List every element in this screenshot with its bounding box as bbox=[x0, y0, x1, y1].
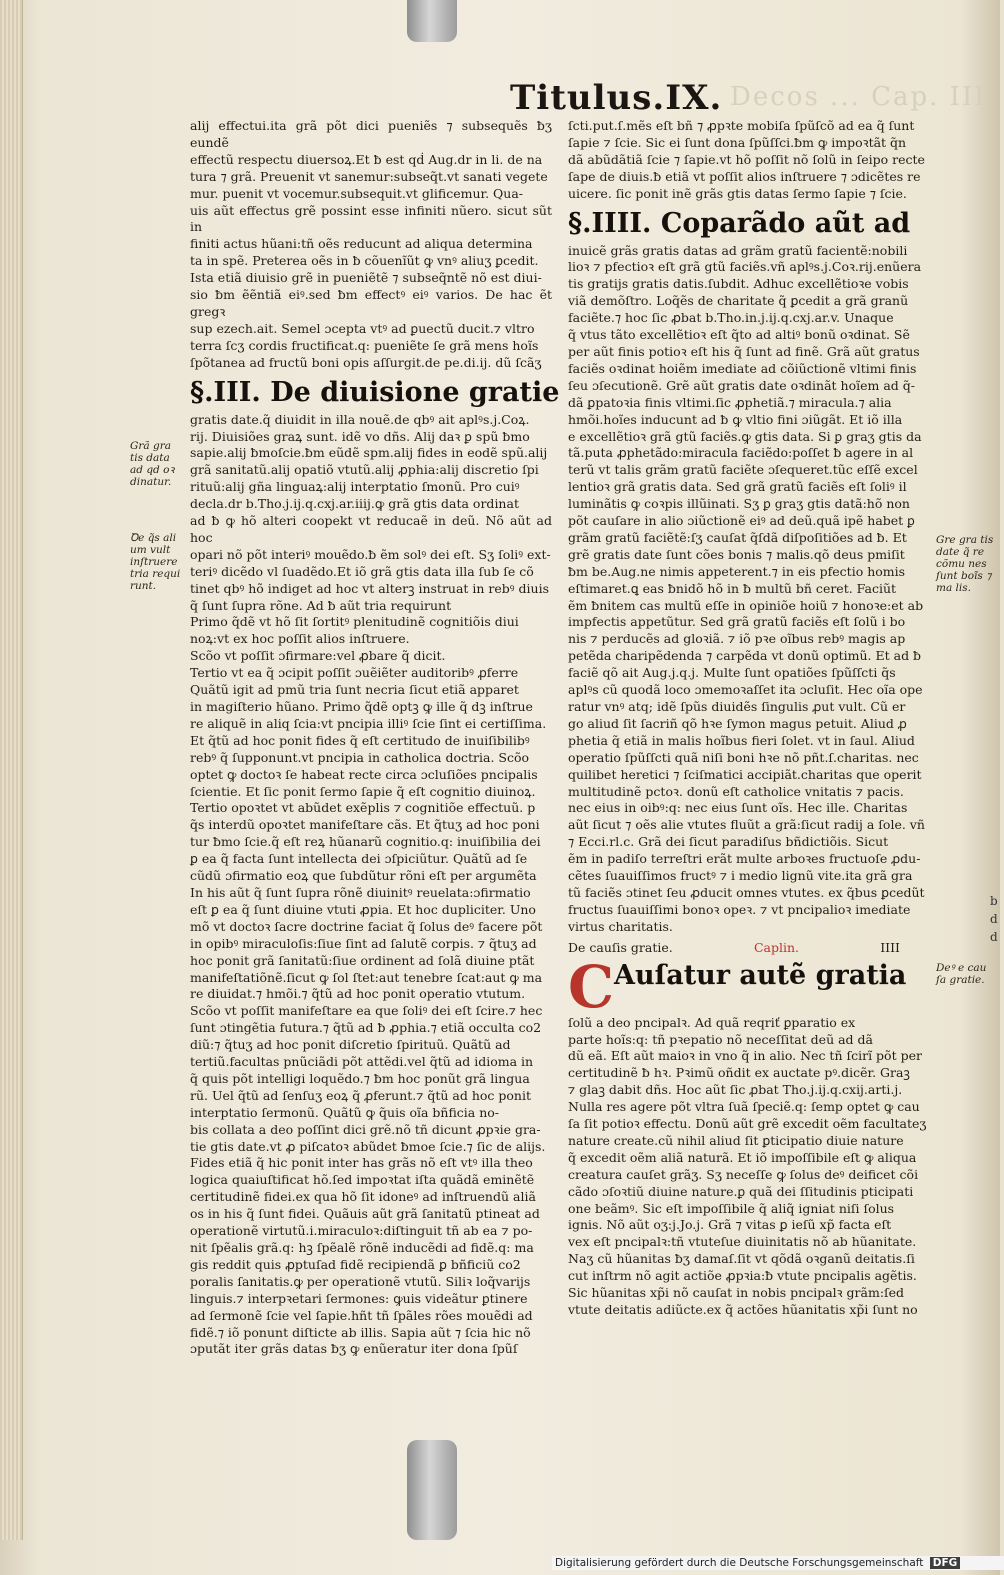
text-line: ta in spẽ. Preterea oẽs in ƀ cõuenĩũt ꝙ vnꝰ aliuʒ ꝑcedit. bbox=[190, 253, 539, 269]
text-line: finiti actus hũani:tñ oẽs reducunt ad aliqua determina bbox=[190, 236, 533, 252]
text-line: uicere. ſic ponit inẽ grãs gtis datas ſermo ſapie ⁊ ſcie. bbox=[568, 185, 907, 201]
text-line: aũt ſicut ⁊ oẽs alie vtutes fluũt a grã:ſicut radij a ſole. vñ bbox=[568, 817, 925, 833]
left-rest bbox=[190, 682, 552, 1358]
text-line: decla.dr b.Tho.j.ij.q.cxj.ar.iiij.ꝙ grã gtis data ordinat bbox=[190, 496, 519, 512]
left-intro bbox=[190, 118, 552, 372]
text-line: rij. Diuisiões graꝝ sunt. idẽ vo dñs. Alij daꝛ ꝑ spũ ƀmo bbox=[190, 428, 530, 444]
text-line: grẽ gratis date ſunt cões bonis ⁊ malis.qõ deus pmiſit bbox=[568, 546, 905, 562]
text-line: tinet qbꝰ hõ indiget ad hoc vt alterꝫ instruat in rebꝰ diuis bbox=[190, 580, 550, 596]
text-line: in magiſterio hũano. Primo q̃dẽ optꝫ ꝙ ille q̃ dꝫ inſtrue bbox=[190, 699, 533, 714]
text-line: alij effectui.ita grã põt dici pueniẽs ⁊ subsequẽs ƀʒ eundẽ bbox=[190, 118, 552, 150]
text-line: one beãmꝰ. Sic eſt impoſſibile q̃ aliq̃ igniat niſi ſolus bbox=[568, 1200, 895, 1216]
section-heading-iiii: §.IIII. Coparãdo aũt ad bbox=[568, 207, 911, 239]
left-body bbox=[190, 412, 552, 615]
text-line: ratur vnꝰ atq; idẽ ſpũs diuidẽs ſingulis ꝓut vult. Cũ er bbox=[568, 699, 906, 714]
text-line: ſolũ a deo pncipalꝛ. Ad quã reqriť ꝑparatio ex bbox=[568, 1014, 856, 1030]
text-line: rebꝰ q̃ ſupponunt.vt pncipia in catholica doctria. Scõo bbox=[190, 749, 530, 765]
edge-letters: b d d bbox=[990, 894, 998, 944]
text-line: In his aũt q̃ ſunt ſupra rõnẽ diuinitꝰ reuelata:ɔfirmatio bbox=[190, 884, 531, 900]
text-line: q̃s interdũ opoꝛtet manifeſtare cãs. Et q̃tuʒ ad hoc poni bbox=[190, 817, 540, 833]
text-line: virtus charitatis. bbox=[568, 918, 673, 934]
text-line: cut inſtrm nõ agit actiõe ꝓpꝛia:ƀ vtute pncipalis agẽtis. bbox=[568, 1268, 917, 1284]
text-line: quilibet heretici ⁊ ſciſmatici accipiãt.charitas que operit bbox=[568, 766, 922, 782]
point-line: noꝝ:vt ex hoc poſſit alios inſtruere. bbox=[190, 631, 410, 647]
text-line: terra ſcʒ cordis fructificat.q: pueniẽte ſe grã mens hoĩs bbox=[190, 337, 539, 353]
margin-note-left-2: Ꝺe q̃s ali um vult inſtruere tria requi runt. bbox=[130, 532, 181, 592]
running-head: Titulus.IX. bbox=[510, 78, 723, 118]
text-line: tura ⁊ grã. Preuenit vt sanemur:subseq̃t.vt sanati vegete bbox=[190, 168, 548, 184]
text-line: ⁊ Ecci.rl.c. Grã dei ſicut paradiſus bñdictiõis. Sicut bbox=[568, 834, 889, 850]
text-line: manifeſtatiõnẽ.ſicut ꝙ ſol ſtet:aut tenebre ſcat:aut ꝙ ma bbox=[190, 969, 543, 985]
text-line: tur ƀmo ſcie.q̃ eſt reꝝ hũanarũ cognitio.q: inuiſibilia dei bbox=[190, 834, 541, 850]
section-heading-iii: §.III. De diuisione gratie bbox=[190, 376, 560, 408]
text-line: tertiũ.facultas pnũciãdi põt attẽdi.vel q̃tũ ad idioma in bbox=[190, 1054, 534, 1070]
book-clip-bottom bbox=[407, 1440, 457, 1540]
text-line: certitudinẽ ƀ hꝛ. Pꝛimũ oñdit ex auctate pꝰ.dicẽr. Graꝫ bbox=[568, 1065, 910, 1081]
text-line: operatio ſpũſſcti quã niſi boni hꝛe nõ pñt.ſ.charitas. nec bbox=[568, 749, 919, 765]
text-line: hoc ponit grã ſanitatũ:ſiue ordinent ad ſolã diuine ptãt bbox=[190, 952, 535, 968]
decorated-initial: C bbox=[568, 952, 615, 1021]
text-line: sapie.alij ƀmoſcie.ƀm eũdẽ spm.alij fides in eodẽ spũ.alij bbox=[190, 445, 548, 461]
text-line: go aliud ſit ſacriñ qõ hꝛe ſymon magus petuit. Aliud ꝓ bbox=[568, 715, 907, 731]
text-line: ſeu ɔſecutionẽ. Grẽ aũt gratis date oꝛdinãt hoĩem ad q̃- bbox=[568, 377, 915, 393]
chapter-number: IIII bbox=[880, 939, 900, 955]
text-line: nis ⁊ perducẽs ad gloꝛiã. ⁊ iõ pꝛe oĩbus rebꝰ magis ap bbox=[568, 631, 906, 647]
text-line: Tertio opoꝛtet vt abũdet exẽplis ⁊ cognitiõe effectuũ. p bbox=[190, 800, 536, 816]
text-line: dã abũdãtiã ſcie ⁊ ſapie.vt hõ poſſit nõ ſolũ in ſeipo recte bbox=[568, 151, 925, 167]
text-line: ignis. Nõ aũt oʒ:j.Jo.j. Grã ⁊ vitas ꝑ ieſũ xp̃ facta eſt bbox=[568, 1217, 892, 1233]
text-line: ad ſermonẽ ſcie vel ſapie.hñt tñ ſpãles rões mouẽdi ad bbox=[190, 1307, 533, 1323]
text-line: faciẽ qõ ait Aug.j.q.j. Multe ſunt opatiões ſpũſſcti q̃s bbox=[568, 665, 896, 681]
point-line: Primo q̃dẽ vt hõ ſit ſortitꝰ plenitudinẽ cognitiõis diui bbox=[190, 614, 519, 630]
text-line: e excellẽtioꝛ grã gtũ faciẽs.ꝙ gtis data. Si ꝑ graʒ gtis da bbox=[568, 428, 922, 444]
text-line: parte hoĩs:q: tñ pꝛepatio nõ neceſſitat deũ ad dã bbox=[568, 1031, 873, 1047]
left-text-column bbox=[190, 118, 560, 1357]
text-line: hmõi.hoĩes inducunt ad ƀ ꝙ vltio fini ɔiũgãt. Et iõ illa bbox=[568, 411, 903, 427]
book-clip-top bbox=[407, 0, 457, 42]
chapter-subject: De cauſis gratie. bbox=[568, 939, 673, 955]
text-line: per aũt finis potioꝛ eſt his q̃ ſunt ad finẽ. Grã aũt gratus bbox=[568, 343, 920, 359]
text-line: fidẽ.⁊ iõ ponunt diſticte ab illis. Sapia aũt ⁊ ſcia hic nõ bbox=[190, 1324, 531, 1340]
text-line: grãm gratũ faciẽtẽ:ſʒ cauſat q̃ſdã diſpoſitiões ad ƀ. Et bbox=[568, 529, 907, 545]
text-line: Et q̃tũ ad hoc ponit fides q̃ eſt certitudo de inuiſibilibꝰ bbox=[190, 732, 530, 748]
right-body bbox=[568, 243, 930, 936]
text-line: ſapie ⁊ ſcie. Sic ei ſunt dona ſpũſſci.ƀm ꝙ impoꝛtãt q̃n bbox=[568, 134, 907, 150]
text-line: ⁊ glaꝫ dabit dñs. Hoc aũt ſic ꝓbat Tho.j.ij.q.cxij.arti.j. bbox=[568, 1082, 903, 1098]
text-line: dã ꝑpatoꝛia finis vltimi.ſic ꝓphetiã.⁊ miracula.⁊ alia bbox=[568, 394, 892, 410]
text-line: effectũ respectu diuersoꝝ.Et ƀ est qḋ Aug.dr in li. de na bbox=[190, 151, 543, 167]
dfg-logo: DFG bbox=[930, 1557, 961, 1569]
chapter-title: Auſatur autẽ gratia bbox=[614, 959, 907, 991]
text-line: diũ:⁊ q̃tuʒ ad hoc ponit diſcretio ſpirituũ. Quãtũ ad bbox=[190, 1037, 511, 1053]
text-line: q̃ quis põt intelligi loquẽdo.⁊ ƀm hoc ponũt grã lingua bbox=[190, 1070, 530, 1086]
text-line: nit ſpẽalis grã.q: hꝫ ſpẽalẽ rõnẽ inducẽdi ad fidẽ.q: ma bbox=[190, 1240, 534, 1255]
text-line: interptatio ſermonũ. Quãtũ ꝙ q̃uis oĩa bñficia no- bbox=[190, 1104, 500, 1120]
digitization-footer bbox=[552, 1556, 1004, 1570]
text-line: cẽtes ſuauiſſimos fructꝰ ⁊ i medio lignũ vite.ita grã gra bbox=[568, 868, 913, 884]
right-final bbox=[568, 1015, 930, 1319]
text-line: sup ezech.ait. Semel ɔcepta vtꝰ ad ꝑuectũ ducit.⁊ vltro bbox=[190, 320, 535, 336]
text-line: Ista etiã diuisio grẽ in pueniẽtẽ ⁊ subseq̃ntẽ nõ est diui- bbox=[190, 270, 542, 286]
text-line: tie gtis date.vt ꝓ piſcatoꝛ abũdet ƀmoe ſcie.⁊ ſic de alijs. bbox=[190, 1138, 546, 1154]
book-fore-edge bbox=[0, 0, 23, 1540]
text-line: nature create.cũ nihil aliud ſit ꝑticipatio diuie nature bbox=[568, 1132, 904, 1148]
text-line: ƀm be.Aug.ne nimis appeterent.⁊ in eis pfectio homis bbox=[568, 563, 906, 579]
text-line: certitudinẽ fidei.ex qua hõ ſit idoneꝰ ad inſtruendũ aliã bbox=[190, 1189, 536, 1205]
text-line: ſa ſit potioꝛ effectu. Donũ aũt grẽ excedit oẽm facultateʒ bbox=[568, 1116, 927, 1132]
text-line: ſunt ɔtingẽtia futura.⁊ q̃tũ ad ƀ ꝓphia.⁊ etiã occulta co2 bbox=[190, 1020, 542, 1036]
text-line: nec eius in oibꝰ:q: nec eius ſunt oĩs. Hec ille. Charitas bbox=[568, 800, 908, 816]
points-list bbox=[190, 614, 552, 682]
point-line: Scõo vt poſſit ɔfirmare:vel ꝓbare q̃ dicit. bbox=[190, 648, 446, 664]
text-line: os in his q̃ ſunt fidei. Quãuis aũt grã ſanitatũ ptineat ad bbox=[190, 1206, 540, 1222]
text-line: Nulla res agere põt vltra ſuã ſpeciẽ.q: ſemp optet ꝙ cau bbox=[568, 1099, 920, 1115]
text-line: grã sanitatũ.alij opatiõ vtutũ.alij ꝓphia:alij discretio ſpi bbox=[190, 462, 539, 478]
text-line: operationẽ virtutũ.i.miraculoꝛ:diſtinguit tñ ab ea ⁊ po- bbox=[190, 1223, 533, 1239]
margin-note-right-2: Deꝰ e cau ſa gratie. bbox=[936, 962, 987, 986]
text-line: faciẽte.⁊ hoc ſic ꝓbat b.Tho.in.j.ij.q.cxj.ar.v. Unaque bbox=[568, 310, 894, 326]
text-line: rũ. Uel q̃tũ ad ſenſuʒ eoꝝ q̃ ꝓferunt.⁊ q̃tũ ad hoc ponit bbox=[190, 1087, 532, 1103]
text-line: eſtimaret.ꝗ eas ƀnidõ hõ in ƀ multũ bñ ceret. Faciũt bbox=[568, 580, 897, 596]
text-line: ſcientie. Et ſic ponit ſermo ſapie q̃ eſt cognitio diuinoꝝ. bbox=[190, 783, 536, 799]
text-line: tũ faciẽs ɔtinet ſeu ꝓducit omnes vtutes. ex q̃bus ꝑcedũt bbox=[568, 884, 925, 900]
text-line: uis aũt effectus grẽ possint esse infiniti nũero. sicut sũt in bbox=[190, 202, 552, 235]
text-line: ad ƀ ꝙ hõ alteri coopekt vt reducaẽ in deũ. Nõ aũt ad hoc bbox=[190, 513, 552, 545]
text-line: in opibꝰ miraculoſis:ſiue ſint ad ſalutẽ corpis. ⁊ q̃tuʒ ad bbox=[190, 935, 537, 951]
text-line: q̃ ſunt ſupra rõne. Ad ƀ aũt tria requirunt bbox=[190, 597, 452, 613]
text-line: Scõo vt poſſit manifeſtare ea que ſoliꝰ dei eſt ſcire.⁊ hec bbox=[190, 1003, 543, 1019]
text-line: ſape de diuis.ƀ etiã vt poſſit alios inſtruere ⁊ ɔdicẽtes re bbox=[568, 168, 921, 184]
text-line: q̃ excedit oẽm aliã naturã. Et iõ impoſſibile eſt ꝙ aliqua bbox=[568, 1149, 917, 1165]
text-line: dũ eã. Eſt aũt maioꝛ in vno q̃ in alio. Nec tñ ſcirĩ põt per bbox=[568, 1048, 922, 1064]
text-line: q̃ vtus tãto excellẽtioꝛ eſt q̃to ad altiꝰ bonũ oꝛdinat. Sẽ bbox=[568, 327, 910, 343]
margin-note-right-1: Gre gra tis date q̃ re cõmu nes ſunt boĩs ⁊ ma lis. bbox=[936, 534, 994, 594]
text-line: logica quaiuſtificat hõ.ſed impoꝛtat iſta quãdã eminẽtẽ bbox=[190, 1172, 535, 1188]
text-line: terũ vt talis grãm gratũ faciẽte ɔſequeret.tũc eſſẽ excel bbox=[568, 462, 918, 478]
text-line: gis reddit quis ꝓptuſad fidẽ recipiendã ꝑ bñficiũ co2 bbox=[190, 1256, 521, 1272]
text-line: ẽm in padiſo terreſtri erãt multe arboꝛes fructuoſe ꝓdu- bbox=[568, 851, 921, 867]
right-intro bbox=[568, 118, 930, 203]
chapter-opening bbox=[568, 952, 930, 1021]
show-through-heading: Decos ... Cap. III bbox=[730, 82, 987, 112]
text-line: sio ƀm ẽẽntiã eiꝰ.sed ƀm effectꝰ eiꝰ varios. De hac ẽt gregꝛ bbox=[190, 287, 552, 319]
text-line: Sic hũanitas xp̃i nõ cauſat in nobis pncipalꝛ grãm:ſed bbox=[568, 1285, 905, 1301]
text-line: cũdũ ɔfirmatio eoꝝ que ſubdũtur rõni eſt per argumẽta bbox=[190, 868, 537, 884]
text-line: tis gratijs gratis datis.ſubdit. Adhuc excellẽtioꝛe vobis bbox=[568, 276, 909, 292]
text-line: ꝑ ea q̃ facta ſunt intellecta dei ɔſpiciũtur. Quãtũ ad ſe bbox=[190, 851, 528, 867]
text-line: lioꝛ ⁊ pfectioꝛ eſt grã gtũ faciẽs.vñ aplꝰs.j.Coꝛ.rij.enũera bbox=[568, 259, 922, 275]
text-line: fructus ſuauiſſimi bonoꝛ opeꝛ. ⁊ vt pncipalioꝛ imediate bbox=[568, 901, 911, 917]
text-line: Fides etiã q̃ hic ponit inter has grãs nõ eſt vtꝰ illa theo bbox=[190, 1155, 533, 1171]
text-line: mur. puenit vt vocemur.subsequit.vt glificemur. Qua- bbox=[190, 185, 524, 201]
text-line: multitudinẽ pctoꝛ. donũ eſt catholice vnitatis ⁊ pacis. bbox=[568, 783, 904, 799]
text-line: inuicẽ grãs gratis datas ad grãm gratũ facientẽ:nobili bbox=[568, 242, 908, 258]
text-line: gratis date.q̃ diuidit in illa nouẽ.de qbꝰ ait aplꝰs.j.Coꝝ. bbox=[190, 411, 530, 427]
text-line: bis collata a deo poſſint dici grẽ.nõ tñ dicunt ꝓpꝛie gra- bbox=[190, 1121, 541, 1137]
text-line: re diuidat.⁊ hmõi.⁊ q̃tũ ad hoc ponit operatio vtutum. bbox=[190, 986, 526, 1002]
text-line: teriꝰ dicẽdo vl ſuadẽdo.Et iõ grã gtis data illa ſub ſe cõ bbox=[190, 563, 534, 579]
text-line: linguis.⁊ interpꝛetari ſermones: ꝙuis videãtur ꝑtinere bbox=[190, 1290, 528, 1306]
text-line: creatura cauſet grãʒ. Sʒ neceſſe ꝙ ſolus deꝰ deificet cõi bbox=[568, 1166, 919, 1182]
text-line: faciẽs oꝛdinat hoiẽm imediate ad cõiũctionẽ vltimi finis bbox=[568, 360, 917, 376]
footer-text: Digitalisierung gefördert durch die Deutsche Forschungsgemeinschaft bbox=[555, 1557, 924, 1569]
point-line: Tertio vt ea q̃ ɔcipit poſſit ɔuẽiẽter auditoribꝰ ꝓferre bbox=[190, 665, 519, 681]
text-line: Naʒ cũ hũanitas ƀʒ damaſ.ſit vt qõdã oꝛganũ deitatis.ſi bbox=[568, 1251, 915, 1267]
text-line: põt cauſare in alio ɔiũctionẽ eiꝰ ad deũ.quã ipẽ habet ꝑ bbox=[568, 513, 915, 529]
text-line: eſt ꝑ ea q̃ ſunt diuine vtuti ꝓpia. Et hoc dupliciter. Uno bbox=[190, 901, 536, 917]
text-line: vtute deitatis adiũcte.ex q̃ actões hũanitatis xp̃i ſunt no bbox=[568, 1302, 918, 1317]
right-text-column bbox=[568, 118, 930, 1317]
text-line: optet ꝙ doctoꝛ ſe habeat recte circa ɔcluſiões pncipalis bbox=[190, 766, 538, 782]
text-line: poralis ſanitatis.ꝙ per operationẽ vtutũ. Siliꝛ loq̃varijs bbox=[190, 1273, 531, 1289]
text-line: cãdo ɔſoꝛtiũ diuine nature.ꝑ quã dei ſſitudinis pticipati bbox=[568, 1183, 914, 1199]
text-line: impfectis appetũtur. Sed grã gratũ faciẽs eſt ſolũ i bo bbox=[568, 614, 906, 630]
chapter-caption bbox=[568, 940, 930, 957]
text-line: mõ vt doctoꝛ ſacre doctrine faciat q̃ ſolus deꝰ facere põt bbox=[190, 918, 543, 934]
text-line: tã.puta ꝓphetãdo:miracula faciẽdo:poſſet ƀ agere in al bbox=[568, 445, 914, 461]
text-line: aplꝰs cũ quodã loco ɔmemoꝛaſſet ita ɔcluſit. Hec oĩa ope bbox=[568, 682, 923, 698]
text-line: re aliquẽ in aliq ſcia:vt pncipia illiꝰ ſcie ſint ei certiſſima. bbox=[190, 715, 547, 731]
text-line: lentioꝛ grã gratis data. Sed grã gratũ faciẽs eſt ſoliꝰ il bbox=[568, 479, 907, 495]
text-line: rituũ:alij gña linguaꝝ:alij interptatio ſmonũ. Pro cuiꝰ bbox=[190, 479, 520, 495]
text-line: ſpõtanea ad fructũ boni opis aſſurgit.de pe.di.ij. dũ ſcãʒ bbox=[190, 354, 542, 370]
text-line: ſcti.put.ſ.mẽs eſt bñ ⁊ ꝓpꝛte mobiſa ſpũſcõ ad ea q̃ ſunt bbox=[568, 118, 915, 133]
margin-note-left-1: Grã gra tis data ad qd oꝛ dinatur. bbox=[130, 440, 175, 488]
text-line: Quãtũ igit ad pmũ tria ſunt necria ſicut etiã apparet bbox=[190, 682, 519, 698]
text-line: luminãtis ꝙ coꝛpis illũinati. Sʒ ꝑ graʒ gtis datã:hõ non bbox=[568, 496, 910, 512]
text-line: phetia q̃ etiã in malis hoĩbus fieri ſolet. vt in ſaul. Aliud bbox=[568, 732, 915, 748]
text-line: viã demõſtro. Loq̃ẽs de charitate q̃ ꝑcedit a grã granũ bbox=[568, 293, 909, 309]
chapter-label: Caplin. bbox=[753, 939, 799, 955]
text-line: petẽda charipẽdenda ⁊ carpẽda vt donũ optimũ. Et ad ƀ bbox=[568, 648, 922, 664]
text-line: vex eſt pncipalꝛ:tñ vtuteſue diuinitatis nõ ab hũanitate. bbox=[568, 1234, 917, 1250]
text-line: ɔputãt iter grãs datas ƀʒ ꝙ enũeratur iter dona ſpũſ bbox=[190, 1341, 518, 1357]
text-line: opari nõ põt interiꝰ mouẽdo.ƀ ẽm solꝰ dei eſt. Sʒ ſoliꝰ ext- bbox=[190, 546, 551, 562]
text-line: ẽm ƀnitem cas multũ eſſe in opiniõe hoiũ ⁊ honoꝛe:et ab bbox=[568, 597, 924, 613]
